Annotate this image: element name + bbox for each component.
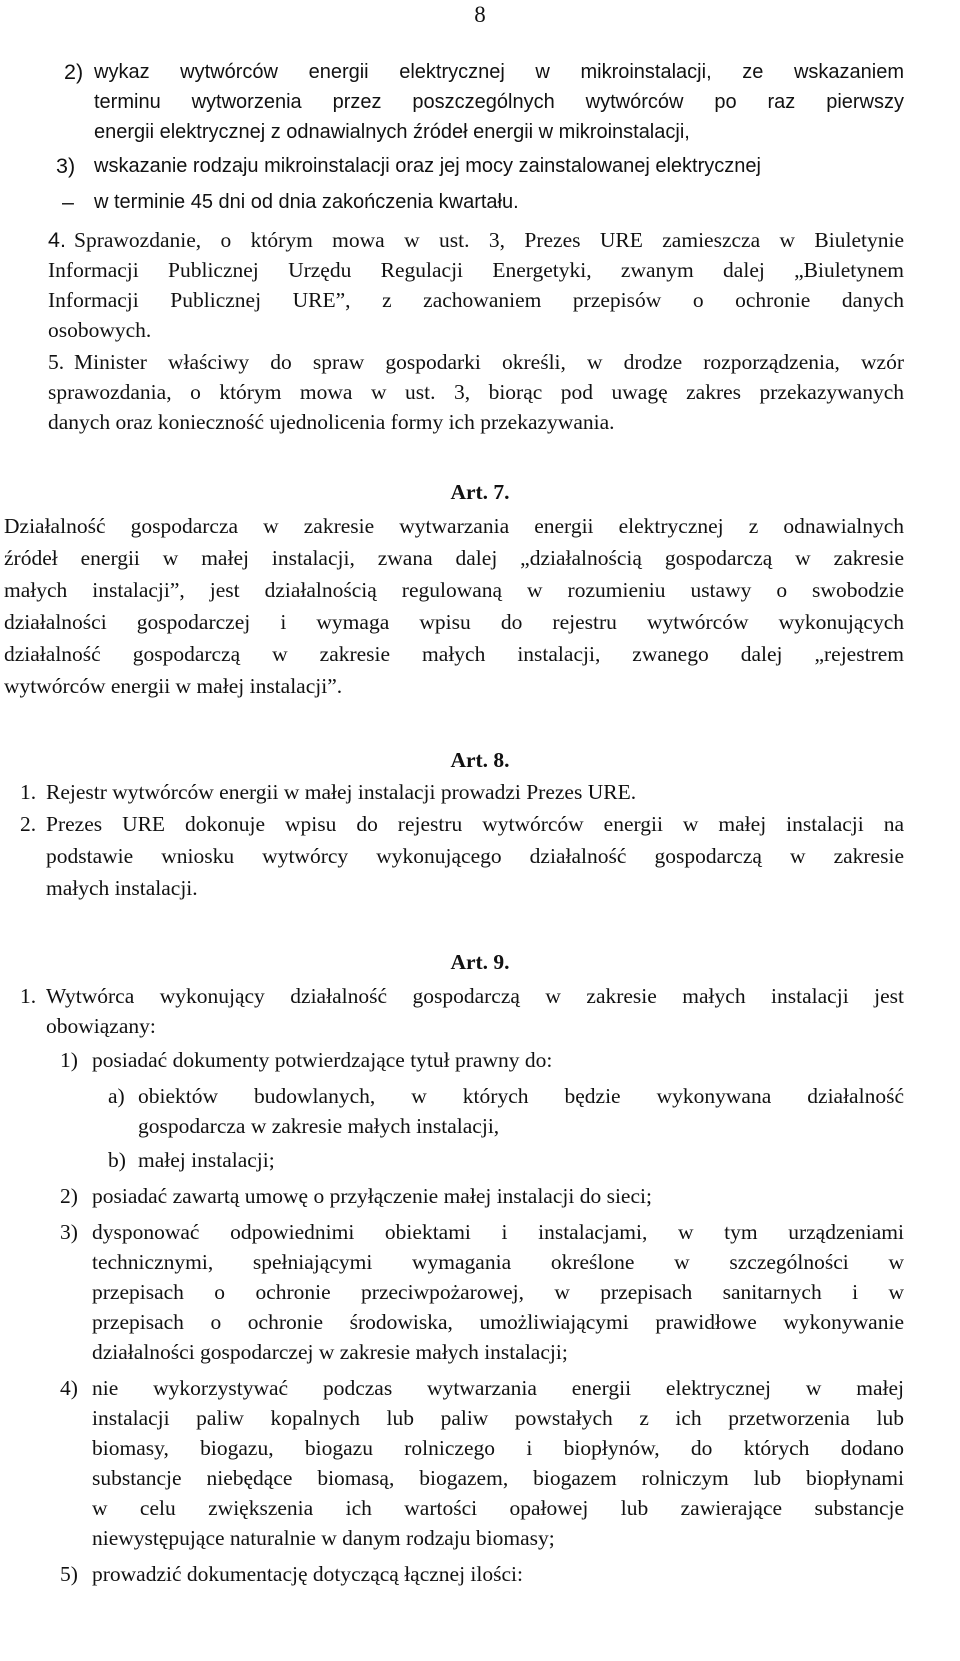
- paragraph-5-number: 5.: [48, 350, 65, 374]
- item-3-line: dysponować odpowiednimi obiektami i instalacjami, w tym urządzeniami: [92, 1220, 904, 1244]
- item-3-line: przepisach o ochronie przeciwpożarowej, w przepisach sanitarnych i w: [92, 1280, 904, 1304]
- article-8-p2-line: małych instalacji.: [46, 876, 198, 900]
- article-9-p1-line: Wytwórca wykonujący działalność gospodarczą w zakresie małych instalacji jest: [46, 984, 904, 1008]
- item-4-line: w celu zwiększenia ich wartości opałowej lub zawierające substancje: [92, 1496, 904, 1520]
- item-2-number: 2): [64, 60, 84, 84]
- item-5-number: 5): [60, 1562, 78, 1586]
- item-3-line: technicznymi, spełniającymi wymagania określone w szczególności w: [92, 1250, 904, 1274]
- item-3-line: przepisach o ochronie środowiska, umożliwiającymi prawidłowe wykonywanie: [92, 1310, 904, 1334]
- article-8-heading: Art. 8.: [450, 748, 510, 772]
- article-8-p2-line: Prezes URE dokonuje wpisu do rejestru wytwórców energii w małej instalacji na: [46, 812, 904, 836]
- subitem-a-line: obiektów budowlanych, w których będzie wykonywana działalność: [138, 1084, 904, 1108]
- item-4-line: niewystępujące naturalnie w danym rodzaju biomasy;: [92, 1526, 555, 1550]
- paragraph-5-line: Minister właściwy do spraw gospodarki określi, w drodze rozporządzenia, wzór: [74, 350, 904, 374]
- item-3-number: 3): [56, 154, 76, 178]
- article-8-p1-number: 1.: [20, 780, 37, 804]
- subitem-b-line: małej instalacji;: [138, 1148, 275, 1172]
- dash-marker: –: [62, 190, 74, 214]
- item-2-line: posiadać zawartą umowę o przyłączenie małej instalacji do sieci;: [92, 1184, 652, 1208]
- item-4-number: 4): [60, 1376, 78, 1400]
- item-4-line: instalacji paliw kopalnych lub paliw powstałych z ich przetworzenia lub: [92, 1406, 904, 1430]
- article-7-line: źródeł energii w małej instalacji, zwana dalej „działalnością gospodarczą w zakresie: [4, 546, 904, 570]
- paragraph-4-number: 4.: [48, 228, 66, 252]
- item-2-number: 2): [60, 1184, 78, 1208]
- article-8-p1-line: Rejestr wytwórców energii w małej instalacji prowadzi Prezes URE.: [46, 780, 637, 804]
- dash-line: w terminie 45 dni od dnia zakończenia kwartału.: [94, 191, 519, 213]
- subitem-b-letter: b): [108, 1148, 126, 1172]
- paragraph-5-line: danych oraz konieczność ujednolicenia formy ich przekazywania.: [48, 410, 615, 434]
- item-4-line: nie wykorzystywać podczas wytwarzania energii elektrycznej w małej: [92, 1376, 904, 1400]
- item-1-line: posiadać dokumenty potwierdzające tytuł prawny do:: [92, 1048, 553, 1072]
- article-9-heading: Art. 9.: [450, 950, 510, 974]
- item-5-line: prowadzić dokumentację dotyczącą łącznej ilości:: [92, 1562, 523, 1586]
- article-7-line: małych instalacji”, jest działalnością regulowaną w rozumieniu ustawy o swobodzie: [4, 578, 904, 602]
- article-8-p2-number: 2.: [20, 812, 37, 836]
- item-2-line: wykaz wytwórców energii elektrycznej w mikroinstalacji, ze wskazaniem: [94, 61, 904, 83]
- item-3-number: 3): [60, 1220, 78, 1244]
- article-9-p1-line: obowiązany:: [46, 1014, 156, 1038]
- subitem-a-letter: a): [108, 1084, 125, 1108]
- item-3-line: działalności gospodarczej w zakresie małych instalacji;: [92, 1340, 568, 1364]
- paragraph-5-line: sprawozdania, o którym mowa w ust. 3, biorąc pod uwagę zakres przekazywanych: [48, 380, 904, 404]
- article-7-line: działalności gospodarczej i wymaga wpisu do rejestru wytwórców wykonujących: [4, 610, 904, 634]
- page-number: 8: [474, 2, 486, 27]
- paragraph-4-line: Sprawozdanie, o którym mowa w ust. 3, Prezes URE zamieszcza w Biuletynie: [74, 228, 904, 252]
- article-7-line: działalność gospodarczą w zakresie małych instalacji, zwanego dalej „rejestrem: [4, 642, 904, 666]
- article-7-line: wytwórców energii w małej instalacji”.: [4, 674, 343, 698]
- paragraph-4-line: osobowych.: [48, 318, 152, 342]
- item-4-line: biomasy, biogazu, biogazu rolniczego i biopłynów, do których dodano: [92, 1436, 904, 1460]
- article-7-line: Działalność gospodarcza w zakresie wytwarzania energii elektrycznej z odnawialnych: [4, 514, 904, 538]
- article-7-heading: Art. 7.: [450, 480, 510, 504]
- item-4-line: substancje niebędące biomasą, biogazem, biogazem rolniczym lub biopłynami: [92, 1466, 904, 1490]
- article-9-p1-number: 1.: [20, 984, 37, 1008]
- item-2-line: terminu wytworzenia przez poszczególnych wytwórców po raz pierwszy: [94, 91, 904, 113]
- item-2-line: energii elektrycznej z odnawialnych źródeł energii w mikroinstalacji,: [94, 121, 690, 143]
- subitem-a-line: gospodarcza w zakresie małych instalacji,: [138, 1114, 500, 1138]
- paragraph-4-line: Informacji Publicznej Urzędu Regulacji Energetyki, zwanym dalej „Biuletynem: [48, 258, 904, 282]
- article-8-p2-line: podstawie wniosku wytwórcy wykonującego działalność gospodarczą w zakresie: [46, 844, 904, 868]
- paragraph-4-line: Informacji Publicznej URE”, z zachowaniem przepisów o ochronie danych: [48, 288, 904, 312]
- item-3-line: wskazanie rodzaju mikroinstalacji oraz jej mocy zainstalowanej elektrycznej: [94, 155, 761, 177]
- item-1-number: 1): [60, 1048, 78, 1072]
